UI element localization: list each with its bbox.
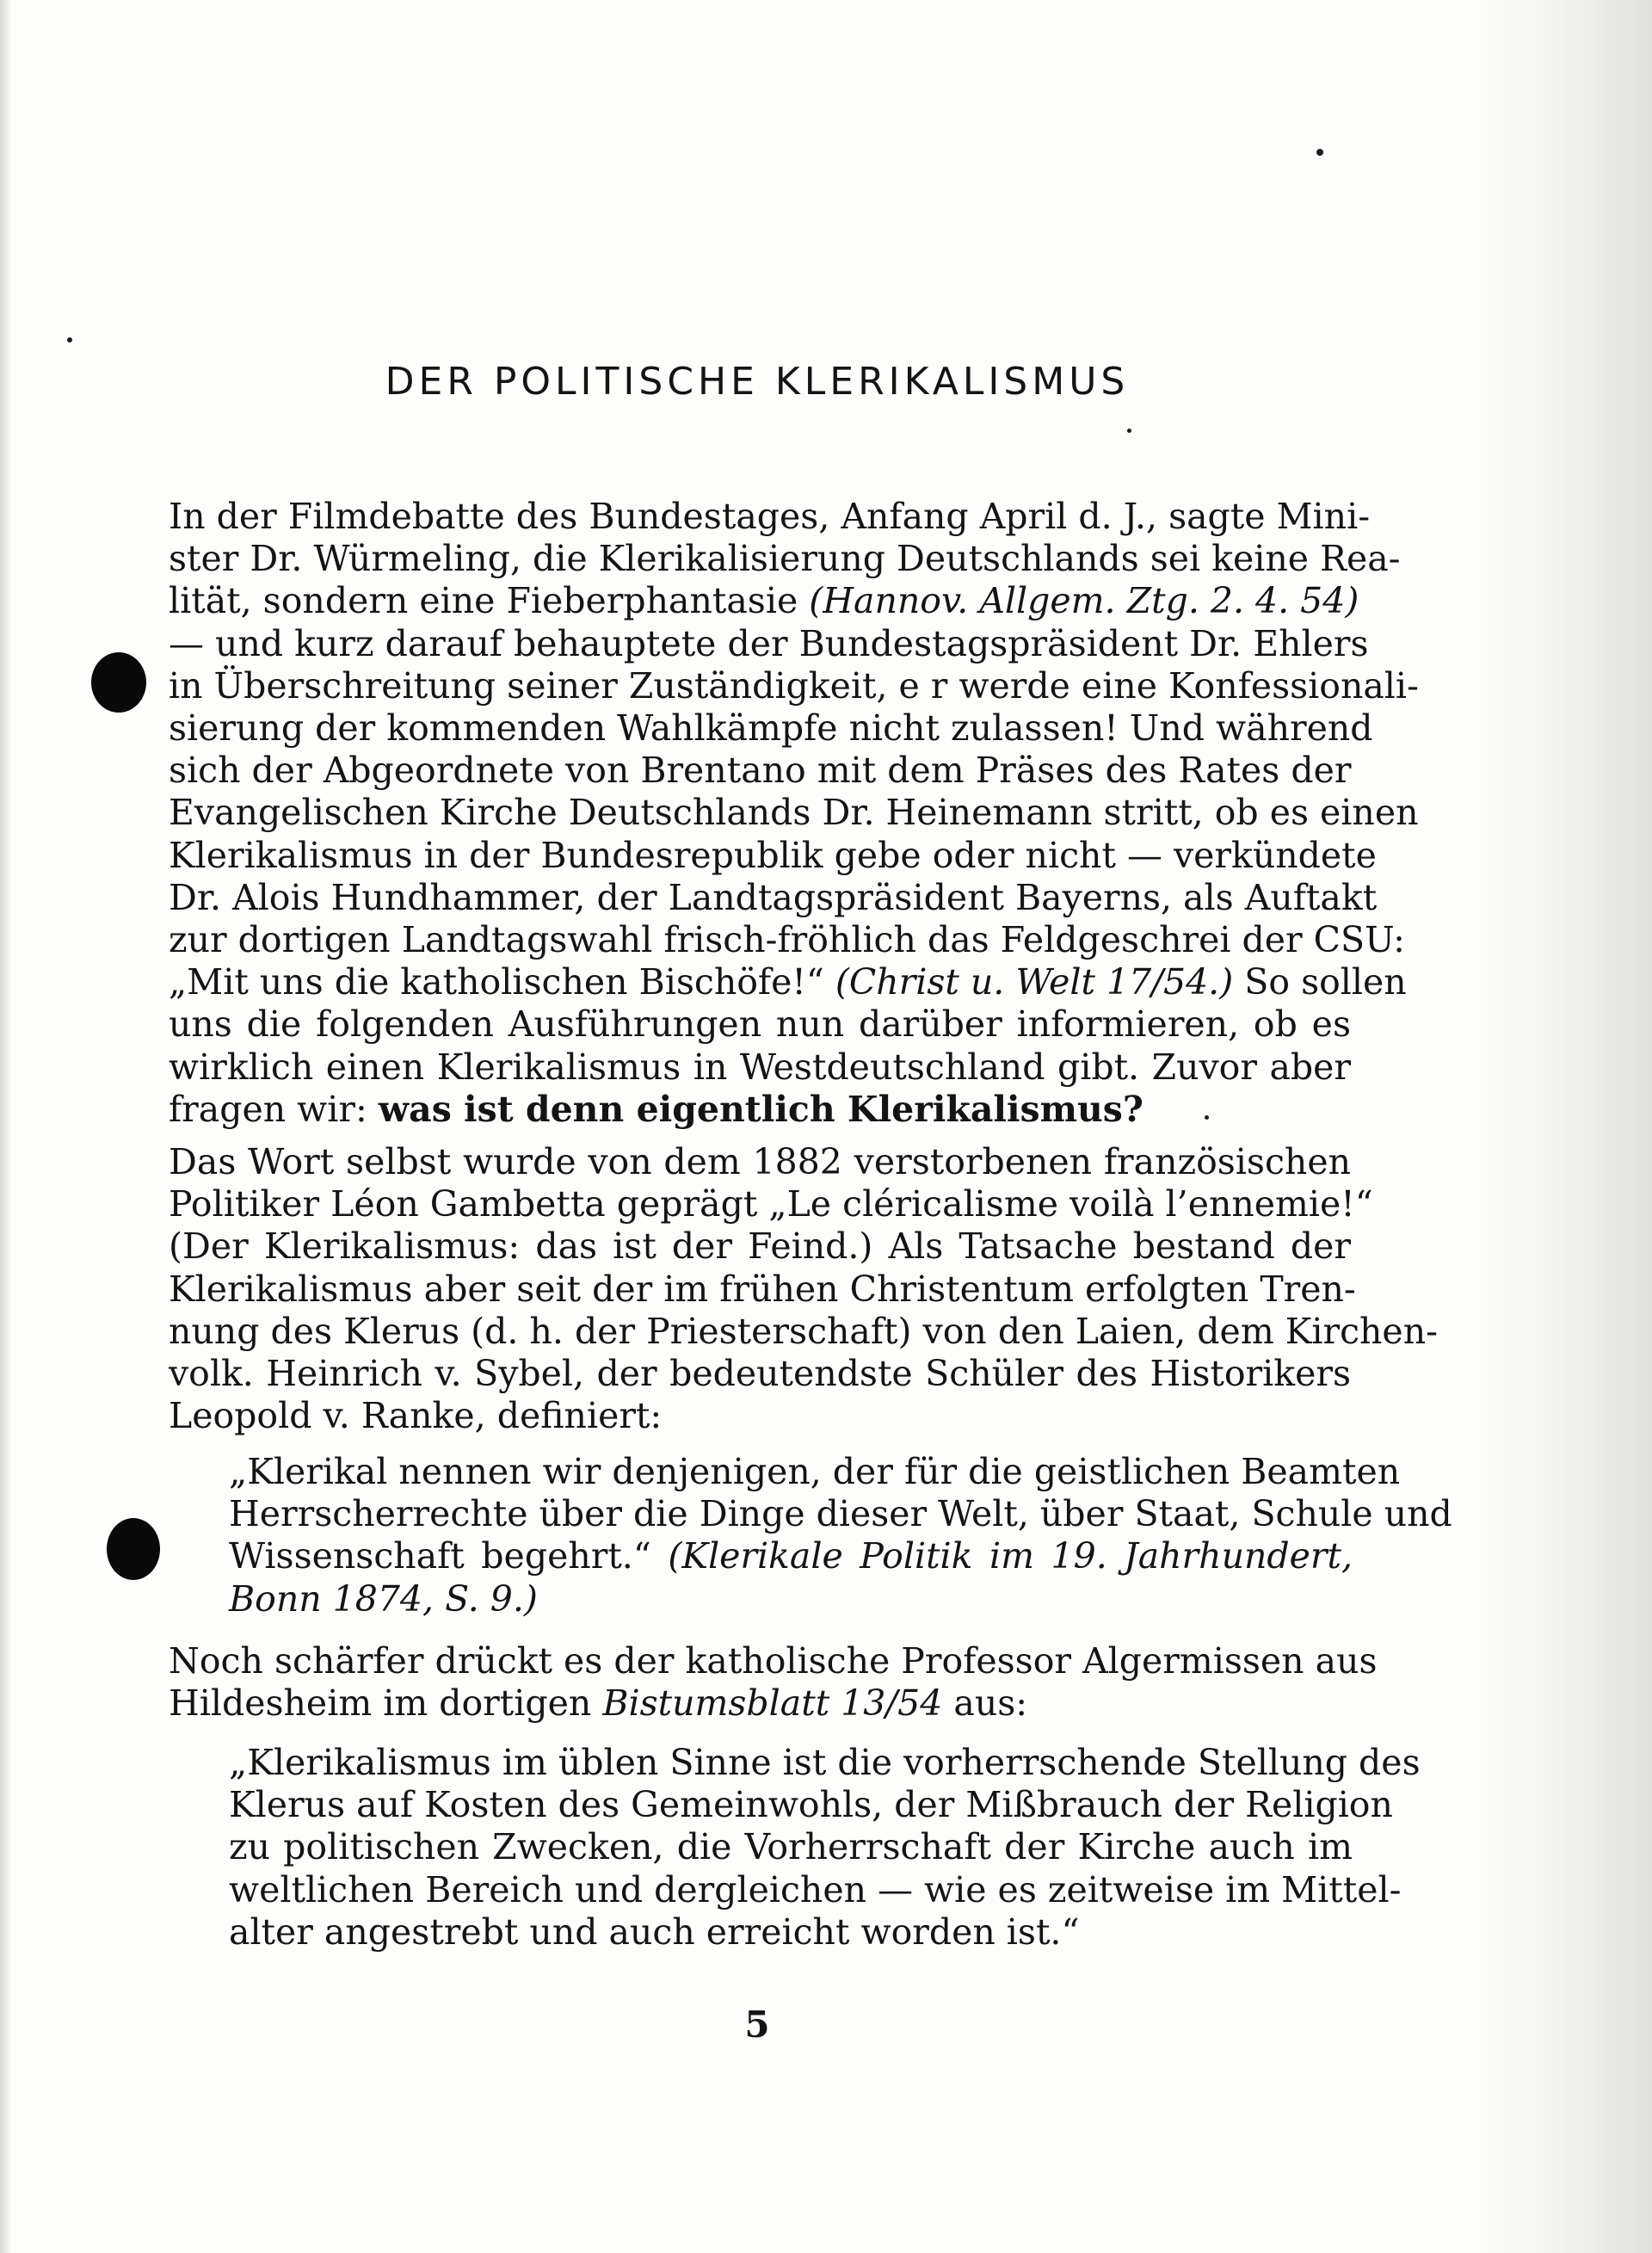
text-line: (Der Klerikalismus: das ist der Feind.) Als Tatsache bestand der bbox=[169, 1225, 1351, 1268]
page-edge-right bbox=[1471, 0, 1652, 2253]
text-line: Hildesheim im dortigen Bistumsblatt 13/54 aus: bbox=[169, 1682, 1028, 1725]
text-line: Klerikalismus in der Bundesrepublik gebe oder nicht — verkündete bbox=[169, 834, 1377, 876]
text-line: nung des Klerus (d. h. der Priesterschaft) von den Laien, dem Kirchen- bbox=[169, 1310, 1438, 1352]
text-line: Das Wort selbst wurde von dem 1882 verstorbenen französischen bbox=[169, 1141, 1351, 1182]
text-line: Politiker Léon Gambetta geprägt „Le cléricalisme voilà l’ennemie!“ bbox=[169, 1183, 1373, 1225]
text-line: alter angestrebt und auch erreicht worden ist.“ bbox=[229, 1910, 1080, 1953]
block-quote-sybel bbox=[229, 1451, 1452, 1620]
text-line: zur dortigen Landtagswahl frisch-fröhlich das Feldgeschrei der CSU: bbox=[169, 919, 1405, 961]
page-number: 5 bbox=[744, 2003, 770, 2046]
text-line: Dr. Alois Hundhammer, der Landtagspräsident Bayerns, als Auftakt bbox=[169, 876, 1378, 918]
punch-hole-bottom bbox=[107, 1518, 160, 1580]
text-line: „Klerikal nennen wir denjenigen, der für die geistlichen Beamten bbox=[229, 1451, 1401, 1492]
citation: (Christ u. Welt 17/54.) bbox=[835, 961, 1234, 1003]
citation: (Klerikale Politik im 19. Jahrhundert, bbox=[668, 1535, 1353, 1577]
scan-speck bbox=[1127, 429, 1131, 433]
scan-speck bbox=[1316, 149, 1323, 156]
text-line: In der Filmdebatte des Bundestages, Anfang April d. J., sagte Mini- bbox=[169, 496, 1371, 537]
text-line: Klerikalismus aber seit der im frühen Christentum erfolgten Tren- bbox=[169, 1268, 1356, 1310]
text-line: Herrscherrechte über die Dinge dieser Welt, über Staat, Schule und bbox=[229, 1493, 1452, 1535]
text-line: weltlichen Bereich und dergleichen — wie es zeitweise im Mittel- bbox=[229, 1868, 1402, 1910]
paragraph-intro bbox=[169, 496, 1419, 1131]
block-quote-algermissen bbox=[229, 1742, 1421, 1954]
citation: Bonn 1874, S. 9.) bbox=[229, 1577, 538, 1620]
page-title: DER POLITISCHE KLERIKALISMUS bbox=[385, 360, 1130, 404]
text-line: fragen wir: was ist denn eigentlich Klerikalismus? bbox=[169, 1088, 1143, 1130]
punch-hole-top bbox=[91, 652, 146, 713]
text-line: Leopold v. Ranke, definiert: bbox=[169, 1395, 663, 1437]
text-line: Wissenschaft begehrt.“ (Klerikale Politik im 19. Jahrhundert, bbox=[229, 1535, 1353, 1577]
text-line: lität, sondern eine Fieberphantasie (Hannov. Allgem. Ztg. 2. 4. 54) bbox=[169, 580, 1359, 622]
text-line: in Überschreitung seiner Zuständigkeit, e r werde eine Konfessionali- bbox=[169, 664, 1419, 707]
paragraph-definition bbox=[169, 1141, 1438, 1437]
text-line: uns die folgenden Ausführungen nun darüber informieren, ob es bbox=[169, 1003, 1351, 1046]
text-line: — und kurz darauf behauptete der Bundestagspräsident Dr. Ehlers bbox=[169, 622, 1369, 664]
emphasized-question: was ist denn eigentlich Klerikalismus? bbox=[378, 1088, 1143, 1130]
text-line: Klerus auf Kosten des Gemeinwohls, der Mißbrauch der Religion bbox=[229, 1784, 1393, 1826]
text-line: wirklich einen Klerikalismus in Westdeutschland gibt. Zuvor aber bbox=[169, 1046, 1351, 1088]
text-line: „Mit uns die katholischen Bischöfe!“ (Christ u. Welt 17/54.) So sollen bbox=[169, 961, 1407, 1003]
text-line: „Klerikalismus im üblen Sinne ist die vorherrschende Stellung des bbox=[229, 1742, 1421, 1783]
text-line: ster Dr. Würmeling, die Klerikalisierung Deutschlands sei keine Rea- bbox=[169, 538, 1401, 580]
scan-speck bbox=[67, 337, 72, 343]
citation: (Hannov. Allgem. Ztg. 2. 4. 54) bbox=[809, 580, 1359, 622]
text-line: Evangelischen Kirche Deutschlands Dr. Heinemann stritt, ob es einen bbox=[169, 792, 1419, 834]
text-line: Noch schärfer drückt es der katholische Professor Algermissen aus bbox=[169, 1640, 1378, 1682]
page-edge-left bbox=[0, 0, 12, 2253]
text-line: sierung der kommenden Wahlkämpfe nicht zulassen! Und während bbox=[169, 707, 1373, 750]
citation: Bistumsblatt 13/54 bbox=[602, 1682, 943, 1725]
text-line: zu politischen Zwecken, die Vorherrschaft der Kirche auch im bbox=[229, 1826, 1353, 1868]
text-line bbox=[229, 1578, 1353, 1620]
paragraph-algermissen bbox=[169, 1640, 1378, 1725]
text-line: sich der Abgeordnete von Brentano mit dem Präses des Rates der bbox=[169, 750, 1352, 792]
text-line: volk. Heinrich v. Sybel, der bedeutendste Schüler des Historikers bbox=[169, 1353, 1351, 1395]
